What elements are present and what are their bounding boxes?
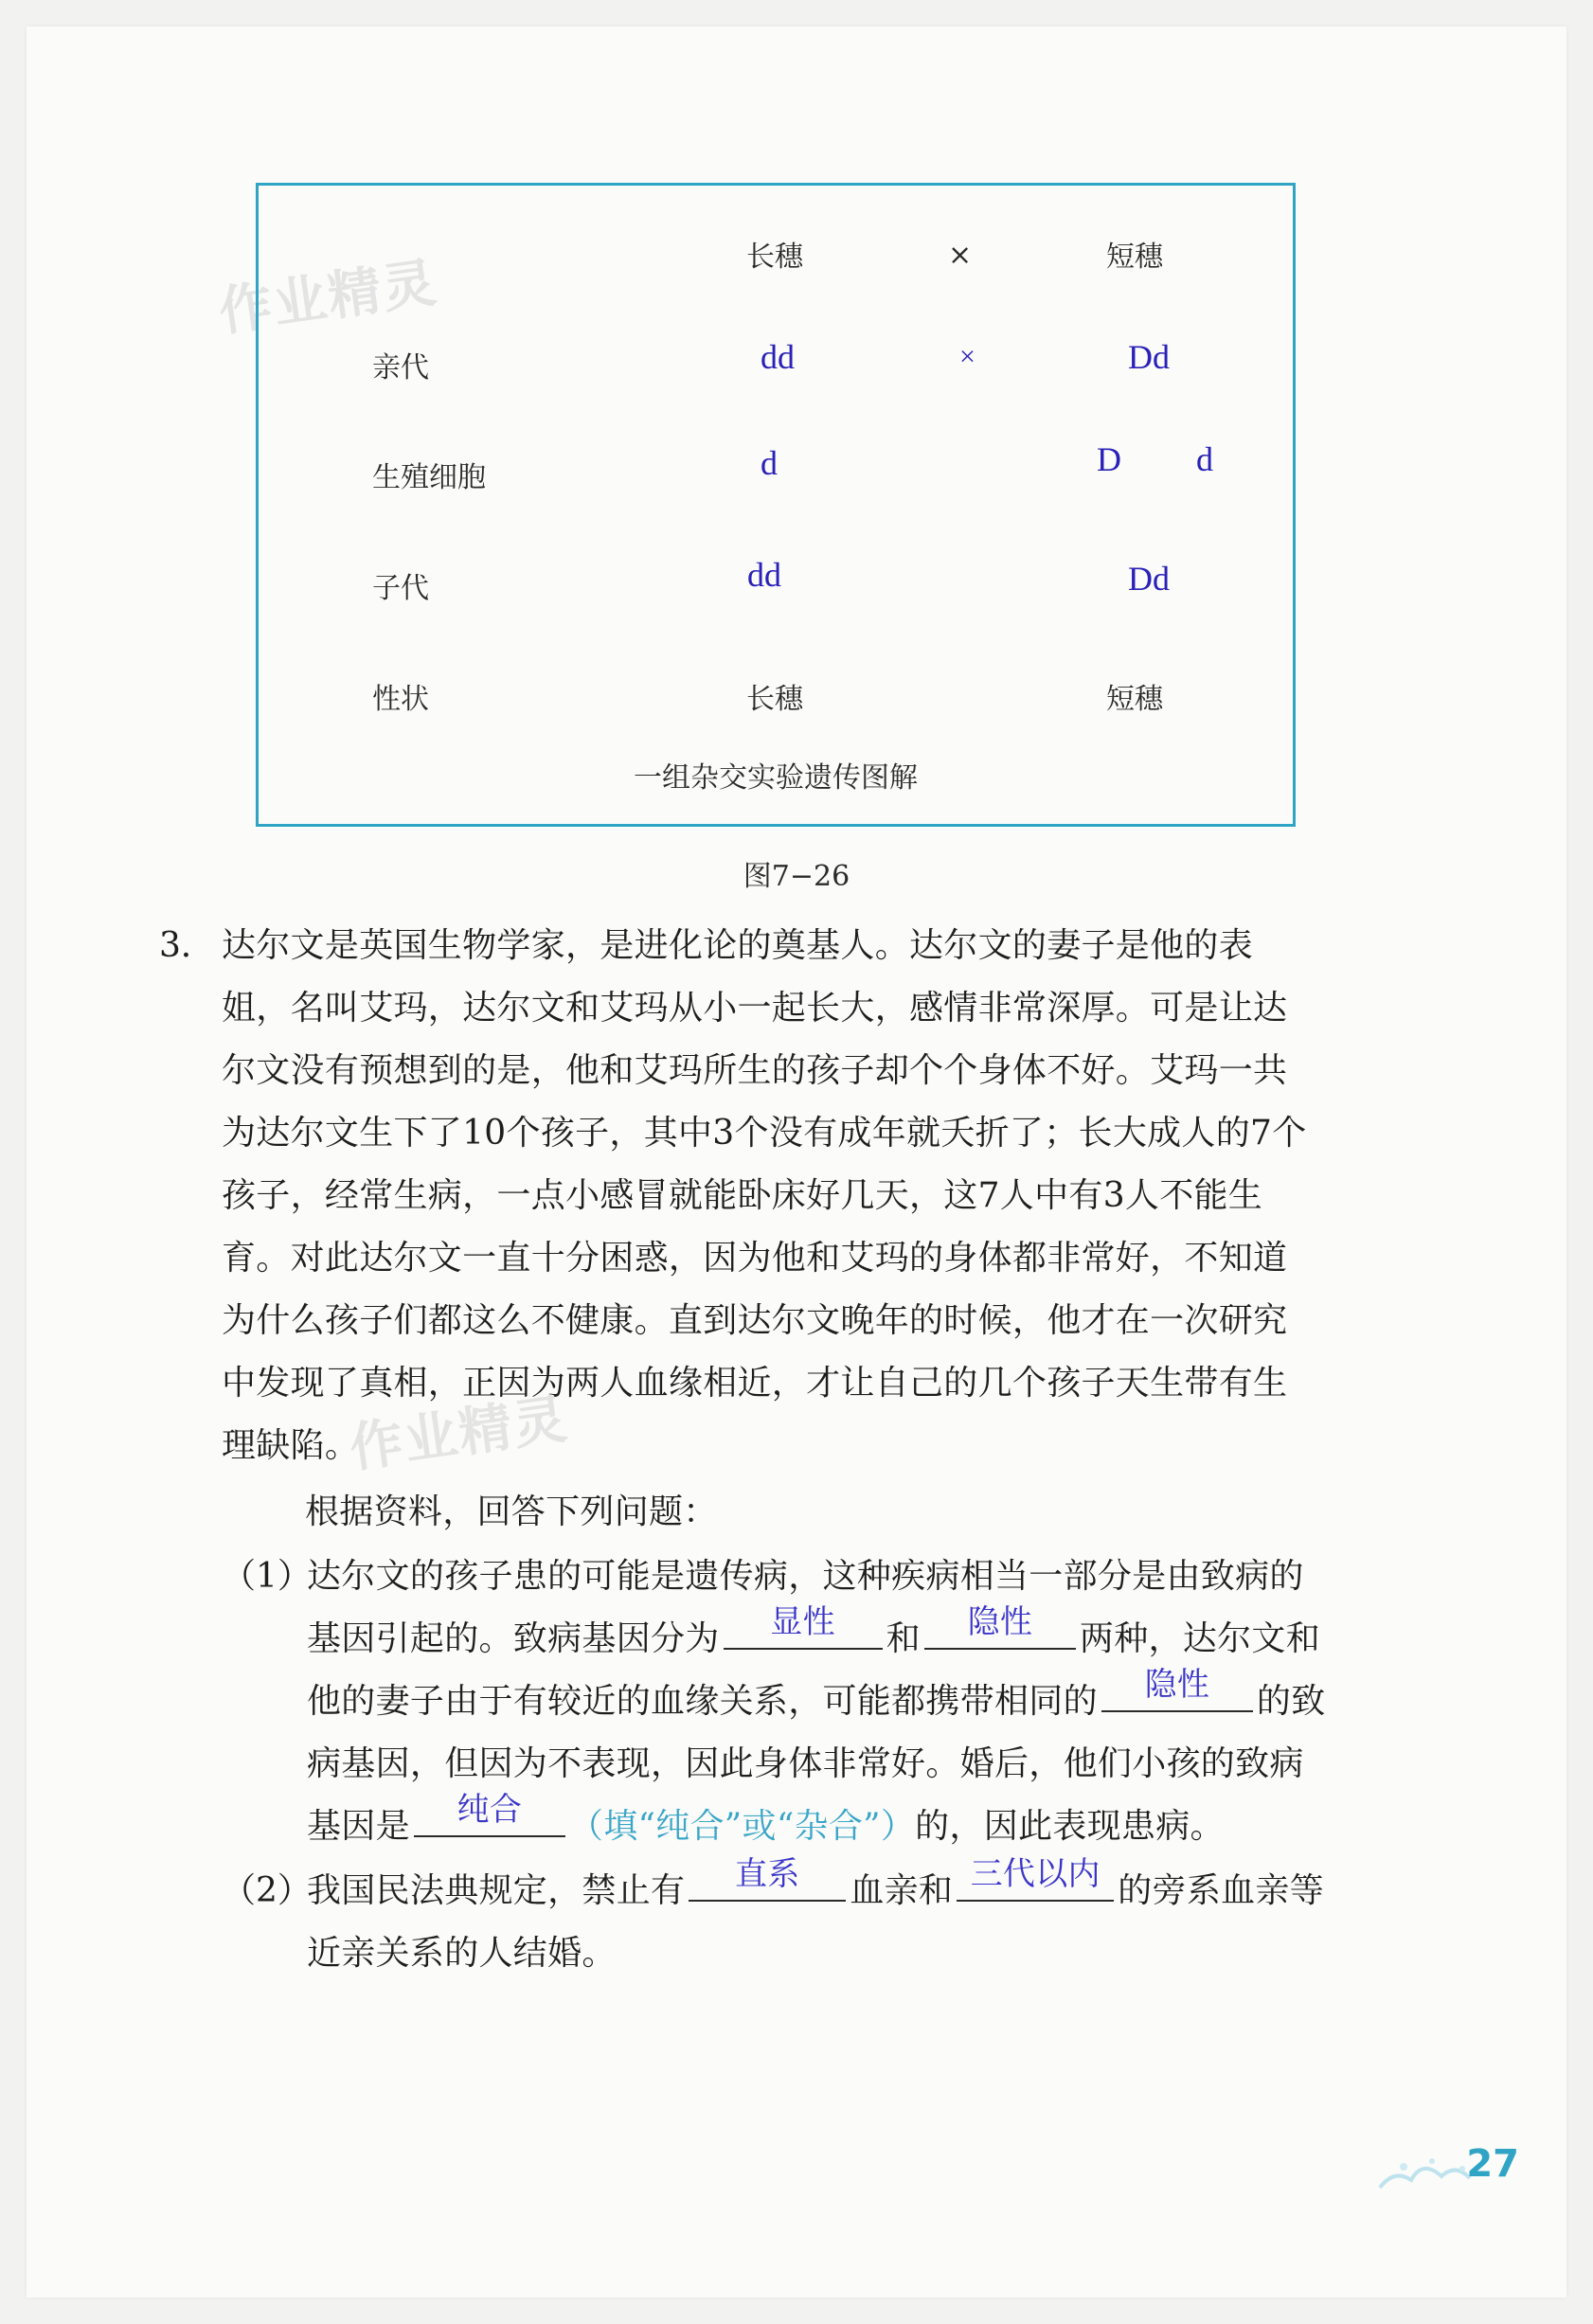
answer-gamete-left: d bbox=[761, 444, 778, 482]
sub1-line-1: 达尔文的孩子患的可能是遗传病，这种疾病相当一部分是由致病的 bbox=[307, 1557, 1304, 1596]
sub1-line-5 bbox=[307, 1791, 1225, 1848]
answer-blank-direct-blood[interactable] bbox=[689, 1855, 846, 1902]
sub2-text: 的旁系血亲等 bbox=[1118, 1871, 1325, 1910]
sub1-text: 他的妻子由于有较近的血缘关系，可能都携带相同的 bbox=[307, 1682, 1098, 1721]
trait-right: 短穗 bbox=[1106, 683, 1163, 716]
answer-text: 三代以内 bbox=[970, 1855, 1101, 1893]
answer-gamete-right-1: D bbox=[1097, 440, 1121, 478]
answer-text: 纯合 bbox=[456, 1791, 523, 1829]
instruction: 根据资料，回答下列问题： bbox=[305, 1493, 718, 1531]
answer-blank-same-gene[interactable] bbox=[1101, 1666, 1253, 1712]
answer-blank-three-generations[interactable] bbox=[957, 1855, 1114, 1902]
answer-offspring-right: Dd bbox=[1128, 560, 1170, 598]
sub1-line-2 bbox=[307, 1603, 1321, 1660]
diagram-title: 一组杂交实验遗传图解 bbox=[634, 761, 918, 795]
paragraph-line: 中发现了真相，正因为两人血缘相近，才让自己的几个孩子天生带有生 bbox=[222, 1364, 1288, 1403]
fill-hint: （填“纯合”或“杂合”） bbox=[568, 1807, 916, 1846]
answer-parent-cross: × bbox=[959, 341, 975, 372]
paragraph-line: 为什么孩子们都这么不健康。直到达尔文晚年的时候，他才在一次研究 bbox=[222, 1301, 1288, 1340]
answer-gamete-right-2: d bbox=[1196, 440, 1213, 478]
sub2-line-2: 近亲关系的人结婚。 bbox=[307, 1934, 617, 1973]
row-label-gametes: 生殖细胞 bbox=[372, 461, 486, 494]
answer-parent-left: dd bbox=[761, 338, 795, 376]
sub1-line-4: 病基因，但因为不表现，因此身体非常好。婚后，他们小孩的致病 bbox=[307, 1744, 1304, 1783]
sub1-line-3 bbox=[307, 1666, 1326, 1723]
row-label-parents: 亲代 bbox=[372, 351, 429, 384]
row-label-trait: 性状 bbox=[372, 683, 429, 716]
genetic-diagram-box bbox=[256, 183, 1296, 827]
sub-question-number-2: （2） bbox=[222, 1871, 312, 1910]
sub2-line-1 bbox=[307, 1855, 1325, 1912]
sub2-text: 血亲和 bbox=[850, 1871, 954, 1910]
sub-question-number-1: （1） bbox=[222, 1557, 312, 1596]
paragraph-line: 理缺陷。 bbox=[222, 1426, 360, 1465]
paragraph-line: 为达尔文生下了10个孩子，其中3个没有成年就夭折了；长大成人的7个 bbox=[222, 1114, 1307, 1153]
sub1-text: 的致 bbox=[1256, 1682, 1326, 1721]
sub2-text: 我国民法典规定，禁止有 bbox=[307, 1871, 686, 1910]
sub1-text: 的，因此表现患病。 bbox=[915, 1807, 1225, 1846]
answer-blank-homozygous[interactable] bbox=[414, 1791, 565, 1837]
paragraph-line: 姐，名叫艾玛，达尔文和艾玛从小一起长大，感情非常深厚。可是让达 bbox=[222, 989, 1288, 1028]
figure-caption: 图7−26 bbox=[743, 860, 850, 893]
watermark: 作业精灵 bbox=[215, 252, 442, 344]
answer-blank-dominant[interactable] bbox=[724, 1603, 883, 1650]
sub1-text: 和 bbox=[886, 1619, 921, 1658]
paragraph-line: 达尔文是英国生物学家，是进化论的奠基人。达尔文的妻子是他的表 bbox=[222, 926, 1254, 965]
sub1-text: 两种，达尔文和 bbox=[1079, 1619, 1321, 1658]
sub1-text: 基因引起的。致病基因分为 bbox=[307, 1619, 720, 1658]
answer-text: 显性 bbox=[770, 1603, 835, 1641]
header-short-spike: 短穗 bbox=[1106, 241, 1163, 274]
answer-offspring-left: dd bbox=[747, 556, 781, 594]
answer-text: 直系 bbox=[735, 1855, 800, 1893]
trait-left: 长穗 bbox=[746, 683, 803, 716]
page-number: 27 bbox=[1466, 2142, 1519, 2186]
answer-text: 隐性 bbox=[1144, 1666, 1210, 1704]
header-long-spike: 长穗 bbox=[746, 241, 803, 274]
answer-text: 隐性 bbox=[967, 1603, 1033, 1641]
answer-parent-right: Dd bbox=[1128, 338, 1170, 376]
sub1-text: 基因是 bbox=[307, 1807, 410, 1846]
row-label-offspring: 子代 bbox=[372, 572, 429, 605]
watermark: 作业精灵 bbox=[346, 1388, 573, 1480]
paragraph-line: 育。对此达尔文一直十分困惑，因为他和艾玛的身体都非常好，不知道 bbox=[222, 1239, 1288, 1278]
header-cross: × bbox=[948, 239, 973, 272]
question-number: 3． bbox=[159, 926, 215, 965]
paragraph-line: 尔文没有预想到的是，他和艾玛所生的孩子却个个身体不好。艾玛一共 bbox=[222, 1051, 1288, 1090]
paragraph-line: 孩子，经常生病，一点小感冒就能卧床好几天，这7人中有3人不能生 bbox=[222, 1176, 1263, 1215]
answer-blank-recessive[interactable] bbox=[924, 1603, 1076, 1650]
